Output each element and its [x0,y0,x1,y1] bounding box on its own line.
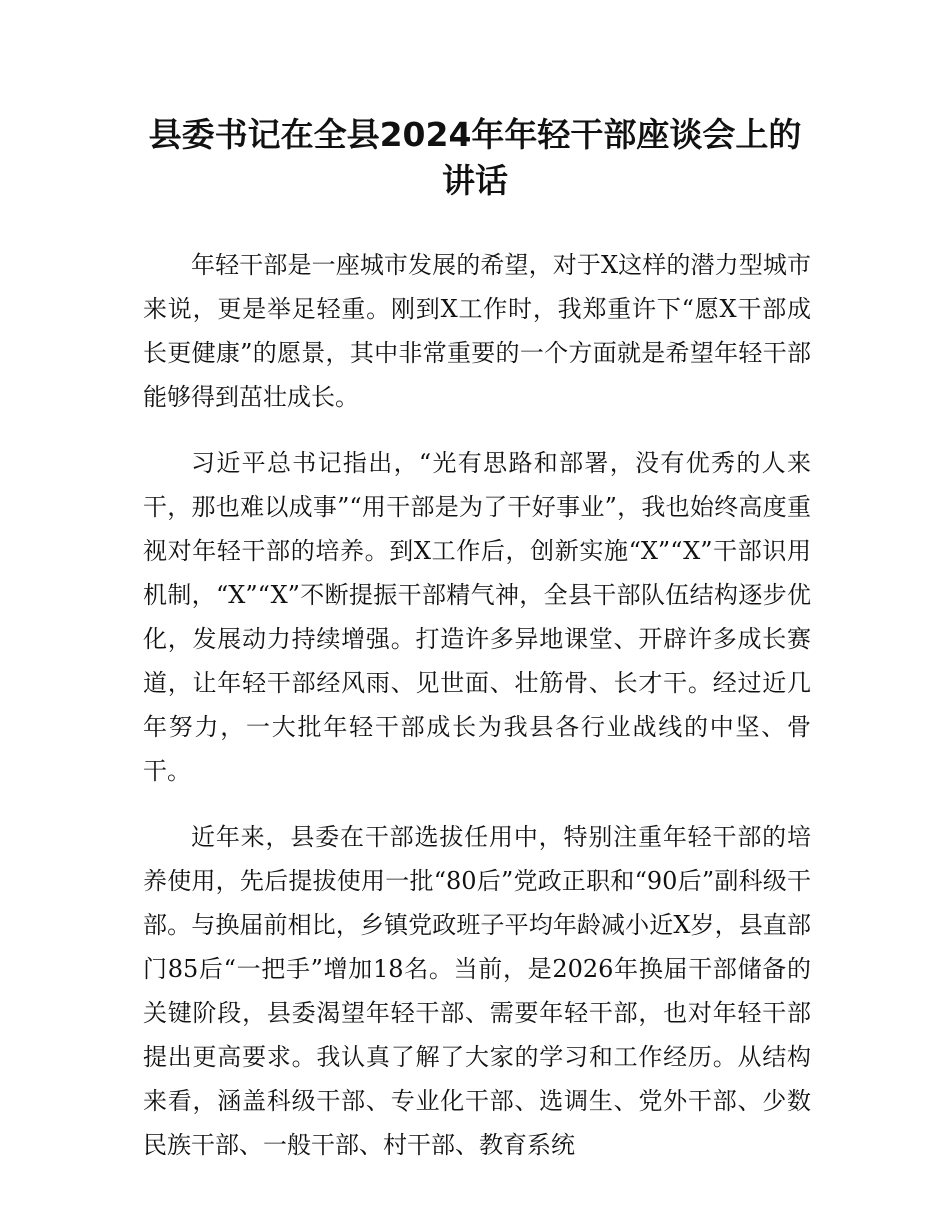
paragraph-2: 习近平总书记指出，“光有思路和部署，没有优秀的人来干，那也难以成事”“用干部是为了干好事业”，我也始终高度重视对年轻干部的培养。到X工作后，创新实施“X”“X”干部识用机制，“X”“X”不断提振干部精气神，全县干部队伍结构逐步优化，发展动力持续增强。打造许多异地课堂、开辟许多成长赛道，让年轻干部经风雨、见世面、壮筋骨、长才干。经过近几年努力，一大批年轻干部成长为我县各行业战线的中坚、骨干。 [143,449,811,785]
paragraph-1: 年轻干部是一座城市发展的希望，对于X这样的潜力型城市来说，更是举足轻重。刚到X工作时，我郑重许下“愿X干部成长更健康”的愿景，其中非常重要的一个方面就是希望年轻干部能够得到茁壮成长。 [143,251,811,411]
document-body [143,243,811,1189]
document-title: 县委书记在全县2024年年轻干部座谈会上的讲话 [148,115,802,200]
paragraph-3: 近年来，县委在干部选拔任用中，特别注重年轻干部的培养使用，先后提拔使用一批“80后”党政正职和“90后”副科级干部。与换届前相比，乡镇党政班子平均年龄减小近X岁，县直部门85后“一把手”增加18名。当前，是2026年换届干部储备的关键阶段，县委渴望年轻干部、需要年轻干部，也对年轻干部提出更高要求。我认真了解了大家的学习和工作经历。从结构来看，涵盖科级干部、专业化干部、选调生、党外干部、少数民族干部、一般干部、村干部、教育系统 [143,823,811,1159]
